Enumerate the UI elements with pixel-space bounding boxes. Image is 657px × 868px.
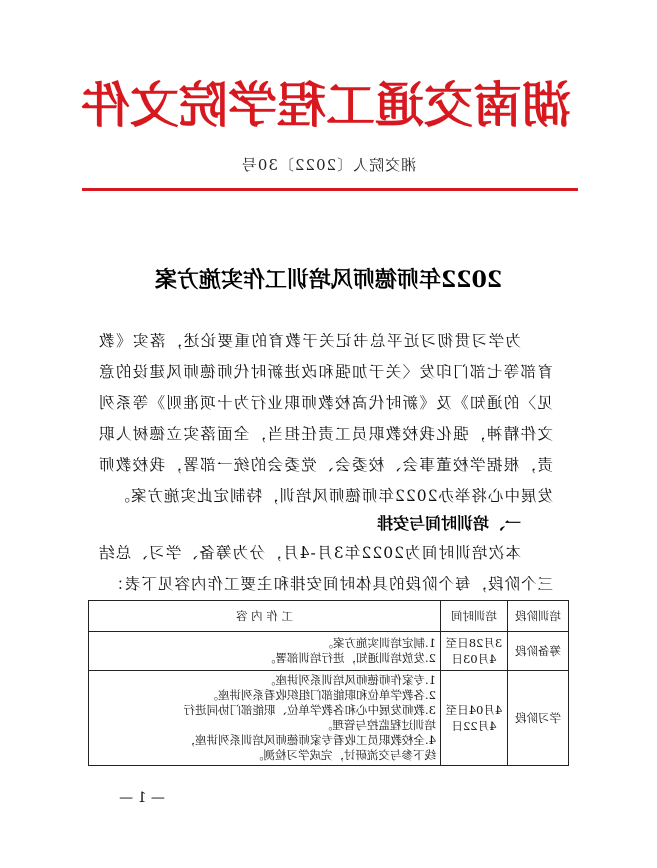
page-number: — 1 — xyxy=(119,790,165,806)
content-line: 4.全校教职员工收看专家师德师风培训系列讲座， xyxy=(183,733,436,747)
cell-stage: 学习阶段 xyxy=(508,671,569,766)
document-number: 湘交院人〔2022〕30号 xyxy=(240,156,417,174)
intro-paragraph: 为学习贯彻习近平总书记关于教育的重要论述，落实《教育部等七部门印发〈关于加强和改进新时代师德师风建设的意见〉的通知》及《新时代高校教师职业行为十项准则》等系列文件精神，强化我校教职员工责任担当，全面落实立德树人职责，根据学校董事会、校委会、党委会的统一部署，我校教师发展中心将举办2022年师德师风培训，特制定此实施方案。 xyxy=(98,332,553,505)
document-title: 2022年师德师风培训工作实施方案 xyxy=(154,267,503,293)
content-line: 2.发放培训通知，进行培训部署。 xyxy=(264,651,436,665)
time-end: 4月22日 xyxy=(451,719,497,733)
cell-time xyxy=(441,632,508,671)
time-start: 4月04日至 xyxy=(445,703,503,717)
table-header-row xyxy=(89,601,569,632)
content-line: 1.制定培训实施方案。 xyxy=(321,636,436,650)
section-heading: 一、培训时间与安排 xyxy=(376,514,521,533)
time-start: 3月28日至 xyxy=(445,636,503,650)
red-divider-line xyxy=(82,188,578,191)
header-time: 培训时间 xyxy=(441,601,508,632)
header-stage: 培训阶段 xyxy=(508,601,569,632)
cell-content xyxy=(89,671,441,766)
table-row xyxy=(89,632,569,671)
content-line: 3.教师发展中心和各教学单位、职能部门协同进行 xyxy=(183,703,436,717)
org-red-header: 湖南交通工程学院文件 xyxy=(80,76,571,134)
table-row xyxy=(89,671,569,766)
cell-time xyxy=(441,671,508,766)
section-paragraph: 本次培训时间为2022年3月-4月，分为筹备、学习、总结三个阶段，每个阶段的具体时间安排和主要工作内容见下表： xyxy=(98,544,553,593)
cell-stage: 筹备阶段 xyxy=(508,632,569,671)
content-line: 培训过程监控与管理。 xyxy=(321,718,436,732)
content-line: 2.各教学单位和职能部门组织收看系列讲座。 xyxy=(206,688,436,702)
content-line: 1.专家作师德师风培训系列讲座。 xyxy=(264,673,436,687)
schedule-table xyxy=(88,600,569,766)
cell-content xyxy=(89,632,441,671)
time-end: 4月03日 xyxy=(451,652,497,666)
content-line: 线下参与交流研讨，完成学习检测。 xyxy=(252,748,436,762)
header-content: 工 作 内 容 xyxy=(89,601,441,632)
